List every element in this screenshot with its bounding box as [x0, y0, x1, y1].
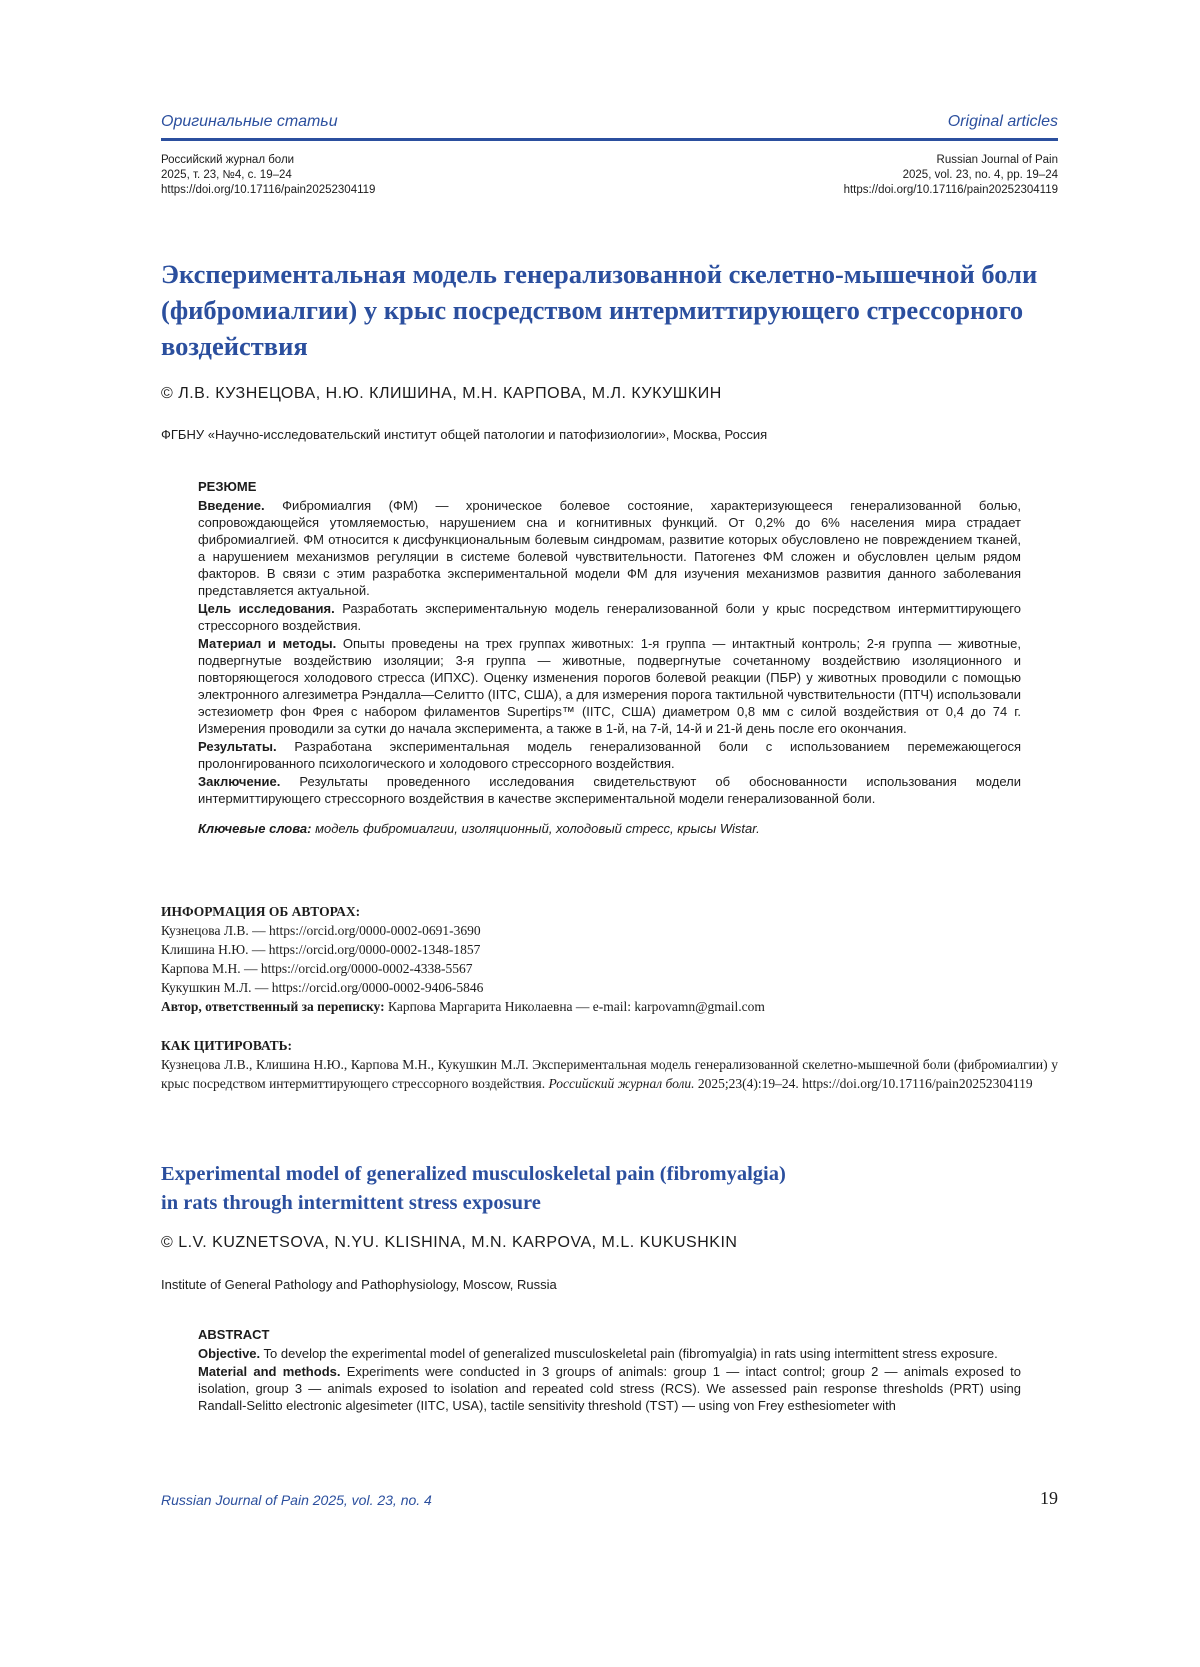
abstract-heading-ru: РЕЗЮМЕ — [198, 479, 257, 494]
journal-name-ru: Российский журнал боли — [161, 154, 295, 166]
article-title-en-line1: Experimental model of generalized musculoskeletal pain (fibromyalgia) — [161, 1163, 786, 1185]
abstract-methods-en — [198, 1363, 1021, 1414]
abstract-methods-ru — [198, 635, 1021, 737]
affiliation-en: Institute of General Pathology and Pathophysiology, Moscow, Russia — [161, 1277, 557, 1292]
aim-label: Цель исследования. — [198, 601, 335, 616]
citation-ref[interactable]: 2025;23(4):19–24. https://doi.org/10.17116/pain20252304119 — [697, 1076, 1033, 1091]
abstract-objective-en — [198, 1345, 1021, 1362]
author-orcid-line[interactable]: Клишина Н.Ю. — https://orcid.org/0000-0002-1348-1857 — [161, 942, 481, 957]
article-title-en-line2: in rats through intermittent stress exposure — [161, 1192, 541, 1214]
journal-info-en — [844, 153, 1058, 198]
journal-name-en: Russian Journal of Pain — [936, 154, 1058, 166]
authors-info — [161, 902, 1058, 1016]
keywords-label: Ключевые слова: — [198, 821, 312, 836]
corresponding-author — [161, 997, 1058, 1016]
intro-label: Введение. — [198, 498, 265, 513]
header-divider — [161, 138, 1058, 141]
abstract-en — [198, 1326, 1021, 1415]
author-orcid-line[interactable]: Кузнецова Л.В. — https://orcid.org/0000-0002-0691-3690 — [161, 923, 481, 938]
affiliation-ru: ФГБНУ «Научно-исследовательский институт общей патологии и патофизиологии», Москва, Россия — [161, 427, 768, 442]
corresponding-text[interactable]: Карпова Маргарита Николаевна — e-mail: karpovamn@gmail.com — [388, 999, 765, 1014]
abstract-intro-ru — [198, 497, 1021, 599]
abstract-aim-ru — [198, 600, 1021, 634]
citation-block — [161, 1036, 1058, 1093]
journal-doi-ru[interactable]: https://doi.org/10.17116/pain20252304119 — [161, 184, 376, 196]
methods-label-en: Material and methods. — [198, 1364, 341, 1379]
citation-journal: Российский журнал боли. — [548, 1076, 695, 1091]
abstract-conclusion-ru — [198, 773, 1021, 807]
keywords-text: модель фибромиалгии, изоляционный, холодовый стресс, крысы Wistar. — [315, 821, 760, 836]
corresponding-label: Автор, ответственный за переписку: — [161, 999, 385, 1014]
journal-issue-ru: 2025, т. 23, №4, с. 19–24 — [161, 169, 292, 181]
methods-text-en: Experiments were conducted in 3 groups of animals: group 1 — intact control; group 2 — animals exposed to isolation, group 3 — animals exposed to isolation and repeated cold stress (RCS). We assessed pain response thresholds (PRT) using Randall-Selitto electronic algesimeter (IITC, USA), tactile sensitivity threshold (TST) — using von Frey esthesiometer with — [198, 1364, 1021, 1413]
abstract-heading-en: ABSTRACT — [198, 1327, 270, 1342]
citation-text — [161, 1055, 1058, 1093]
methods-label-ru: Материал и методы. — [198, 636, 337, 651]
results-text: Разработана экспериментальная модель генерализованной боли с использованием перемежающегося пролонгированного психологического и холодового стрессорного воздействия. — [198, 739, 1021, 771]
footer-journal: Russian Journal of Pain 2025, vol. 23, no. 4 — [161, 1492, 432, 1508]
conclusion-label: Заключение. — [198, 774, 281, 789]
journal-info-ru — [161, 153, 375, 198]
results-label: Результаты. — [198, 739, 277, 754]
article-title-ru: Экспериментальная модель генерализованной скелетно-мышечной боли (фибромиалгии) у крыс посредством интермиттирующего стрессорного воздействия — [161, 259, 1038, 361]
authors-ru: © Л.В. КУЗНЕЦОВА, Н.Ю. КЛИШИНА, М.Н. КАРПОВА, М.Л. КУКУШКИН — [161, 385, 722, 402]
objective-label: Objective. — [198, 1346, 261, 1361]
authors-en: © L.V. KUZNETSOVA, N.YU. KLISHINA, M.N. KARPOVA, M.L. KUKUSHKIN — [161, 1234, 738, 1251]
section-label-en: Original articles — [947, 113, 1058, 130]
intro-text: Фибромиалгия (ФМ) — хроническое болевое состояние, характеризующееся генерализованной болью, сопровождающейся утомляемостью, нарушением сна и когнитивных функций. От 0,2% до 6% населения мира страдает фибромиалгией. ФМ относится к дисфункциональным болевым синдромам, развитие которых обусловлено не повреждением тканей, а нарушением механизмов регуляции в системе болевой чувствительности. Патогенез ФМ сложен и обусловлен целым рядом факторов. В связи с этим разработка экспериментальной модели ФМ для изучения механизмов развития данного заболевания представляется актуальной. — [198, 498, 1021, 598]
authors-info-heading: ИНФОРМАЦИЯ ОБ АВТОРАХ: — [161, 904, 361, 919]
objective-text: To develop the experimental model of generalized musculoskeletal pain (fibromyalgia) in rats using intermittent stress exposure. — [263, 1346, 998, 1361]
keywords-ru — [198, 820, 1021, 837]
citation-heading: КАК ЦИТИРОВАТЬ: — [161, 1038, 293, 1053]
author-orcid-line[interactable]: Кукушкин М.Л. — https://orcid.org/0000-0002-9406-5846 — [161, 980, 484, 995]
abstract-results-ru — [198, 738, 1021, 772]
author-orcid-line[interactable]: Карпова М.Н. — https://orcid.org/0000-0002-4338-5567 — [161, 961, 473, 976]
article-title-en — [161, 1160, 981, 1218]
aim-text: Разработать экспериментальную модель генерализованной боли у крыс посредством интермиттирующего стрессорного воздействия. — [198, 601, 1021, 633]
methods-text-ru: Опыты проведены на трех группах животных: 1-я группа — интактный контроль; 2-я группа — животные, подвергнутые воздействию изоляции; 3-я группа — животные, подвергнутые сочетанному воздействию изоляционного и повторяющегося холодового стресса (ИПХС). Оценку изменения порогов болевой реакции (ПБР) у животных проводили с помощью электронного алгезиметра Рэндалла—Селитто (IITC, США), а для измерения порога тактильной чувствительности (ПТЧ) использовали эстезиометр фон Фрея с набором филаментов Supertips™ (IITC, США) диаметром 0,8 мм с силой воздействия от 0,4 до 74 г. Измерения проводили за сутки до начала эксперимента, а также в 1-й, на 7-й, 14-й и 21-й день после его окончания. — [198, 636, 1021, 736]
journal-issue-en: 2025, vol. 23, no. 4, pp. 19–24 — [902, 169, 1058, 181]
page-number: 19 — [1040, 1488, 1058, 1508]
journal-doi-en[interactable]: https://doi.org/10.17116/pain20252304119 — [843, 184, 1058, 196]
section-label-ru: Оригинальные статьи — [161, 113, 338, 130]
citation-authors-title: Кузнецова Л.В., Клишина Н.Ю., Карпова М.Н., Кукушкин М.Л. Экспериментальная модель генерализованной скелетно-мышечной боли (фибромиалгии) у крыс посредством интермиттирующего стрессорного воздействия. — [161, 1057, 1058, 1091]
abstract-ru — [198, 478, 1021, 837]
conclusion-text: Результаты проведенного исследования свидетельствуют об обоснованности использования модели интермиттирующего стрессорного воздействия в качестве экспериментальной модели генерализованной боли. — [198, 774, 1021, 806]
